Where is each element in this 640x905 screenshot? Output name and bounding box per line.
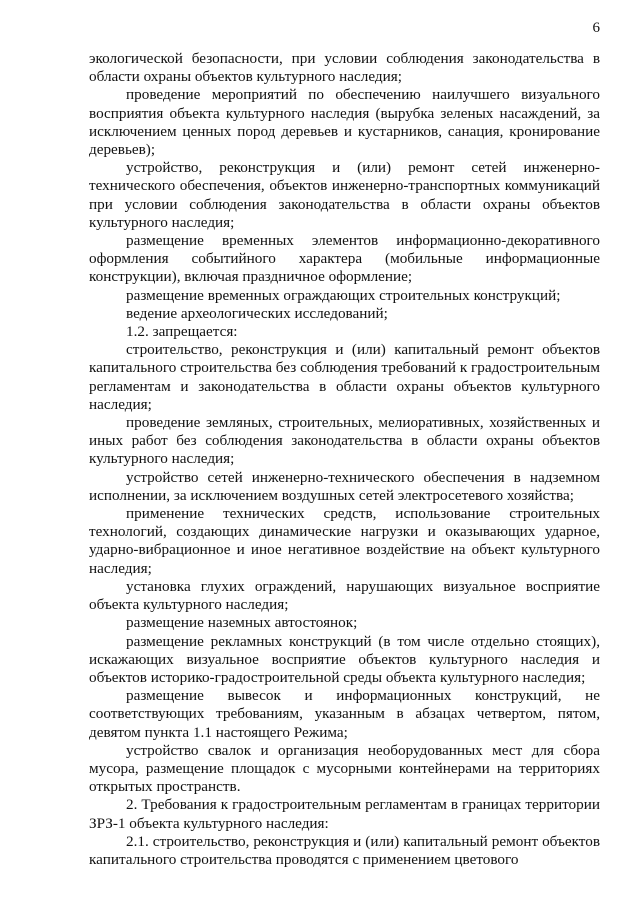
document-body bbox=[89, 50, 600, 869]
paragraph: применение технических средств, использование строительных технологий, создающих динамические нагрузки и оказывающих ударное, ударно-вибрационное и иное негативное воздействие на объект культурного наследия; bbox=[89, 505, 600, 577]
paragraph: размещение вывесок и информационных конструкций, не соответствующих требованиям, указанным в абзацах четвертом, пятом, девятом пункта 1.1 настоящего Режима; bbox=[89, 687, 600, 741]
paragraph: размещение временных ограждающих строительных конструкций; bbox=[126, 286, 561, 304]
section-heading: 2. Требования к градостроительным регламентам в границах территории ЗРЗ-1 объекта культурного наследия: bbox=[89, 796, 600, 832]
paragraph: проведение земляных, строительных, мелиоративных, хозяйственных и иных работ без соблюдения законодательства в области охраны объектов культурного наследия; bbox=[89, 414, 600, 468]
paragraph: устройство, реконструкция и (или) ремонт сетей инженерно-технического обеспечения, объектов инженерно-транспортных коммуникаций при условии соблюдения законодательства в области охраны объектов культурного наследия; bbox=[89, 159, 600, 231]
paragraph: устройство свалок и организация необорудованных мест для сбора мусора, размещение площадок с мусорными контейнерами на территориях открытых пространств. bbox=[89, 741, 600, 796]
paragraph: размещение временных элементов информационно-декоративного оформления событийного характера (мобильные информационные конструкции), включая праздничное оформление; bbox=[89, 232, 600, 286]
page-number: 6 bbox=[592, 20, 600, 36]
paragraph: строительство, реконструкция и (или) капитальный ремонт объектов капитального строительства без соблюдения требований к градостроительным регламентам и законодательства в области охраны объектов культурного наследия; bbox=[89, 341, 600, 413]
paragraph: ведение археологических исследований; bbox=[126, 304, 388, 322]
section-heading: 1.2. запрещается: bbox=[126, 323, 238, 341]
paragraph: размещение наземных автостоянок; bbox=[126, 614, 358, 632]
paragraph: установка глухих ограждений, нарушающих визуальное восприятие объекта культурного наследия; bbox=[89, 577, 600, 614]
paragraph: проведение мероприятий по обеспечению наилучшего визуального восприятия объекта культурного наследия (вырубка зеленых насаждений, за исключением ценных пород деревьев и кустарников, санация, кронирование деревьев); bbox=[89, 86, 600, 159]
paragraph: экологической безопасности, при условии соблюдения законодательства в области охраны объектов культурного наследия; bbox=[89, 50, 600, 86]
paragraph: устройство сетей инженерно-технического обеспечения в надземном исполнении, за исключением воздушных сетей электросетевого хозяйства; bbox=[89, 468, 600, 504]
paragraph: 2.1. строительство, реконструкция и (или) капитальный ремонт объектов капитального строительства проводятся с применением цветового bbox=[89, 832, 600, 868]
paragraph: размещение рекламных конструкций (в том числе отдельно стоящих), искажающих визуальное восприятие объектов культурного наследия и объектов историко-градостроительной среды объекта культурного наследия; bbox=[89, 632, 600, 686]
